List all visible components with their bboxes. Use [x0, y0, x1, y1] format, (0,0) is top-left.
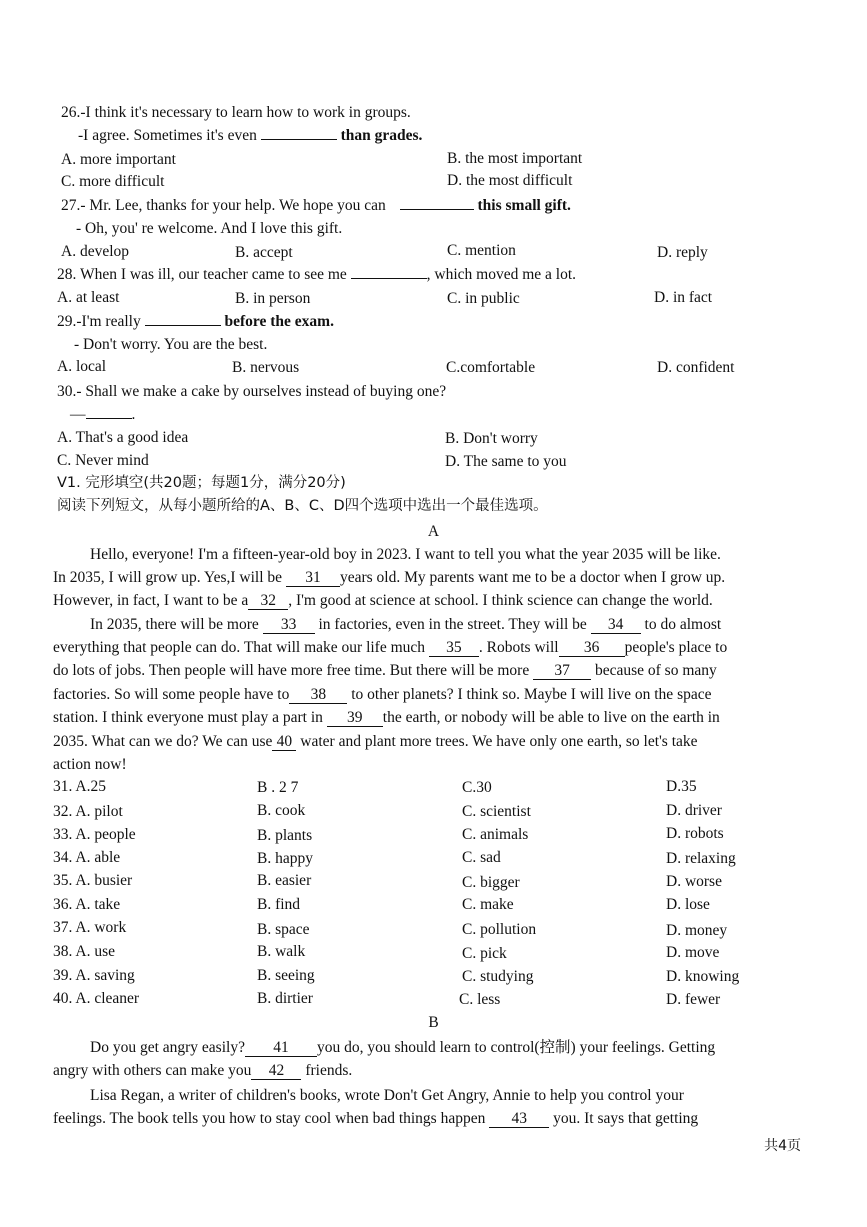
blank-38[interactable]: 38: [289, 687, 347, 704]
q26-option-c[interactable]: C. more difficult: [61, 173, 165, 190]
q26-option-b[interactable]: B. the most important: [447, 150, 583, 167]
option-c[interactable]: C. less: [459, 991, 501, 1008]
blank-43[interactable]: 43: [489, 1111, 549, 1128]
blank-33[interactable]: 33: [263, 617, 315, 634]
q28-stem: 28. When I was ill, our teacher came to see me , which moved me a lot.: [57, 266, 577, 283]
section-title: V1. 完形填空(共20题；每题1分，满分20分): [57, 475, 346, 491]
q29-stem: 29.-I'm really before the exam.: [57, 313, 334, 330]
answer-blank[interactable]: [400, 209, 474, 210]
q30-option-a[interactable]: A. That's a good idea: [57, 429, 189, 446]
option-b[interactable]: B. walk: [257, 943, 306, 960]
passage-a-line: Hello, everyone! I'm a fifteen-year-old boy in 2023. I want to tell you what the year 2035 will be like.: [90, 546, 721, 563]
option-c[interactable]: C. make: [462, 896, 514, 913]
passage-a-line: station. I think everyone must play a part in 39 the earth, or nobody will be able to live on the earth in: [53, 709, 720, 726]
passage-a-line: everything that people can do. That will make our life much 35 . Robots will 36 people's place to: [53, 639, 728, 656]
option-d[interactable]: D. worse: [666, 873, 722, 890]
q26-reply: -I agree. Sometimes it's even than grades.: [78, 127, 423, 144]
blank-41[interactable]: 41: [245, 1040, 317, 1057]
q26-stem: 26.-I think it's necessary to learn how to work in groups.: [61, 104, 411, 121]
q27-option-a[interactable]: A. develop: [61, 243, 130, 260]
q29-option-d[interactable]: D. confident: [657, 359, 735, 376]
blank-35[interactable]: 35: [429, 640, 479, 657]
option-c[interactable]: C. scientist: [462, 803, 531, 820]
q26-option-a[interactable]: A. more important: [61, 151, 176, 168]
page-count: 共4页: [764, 1138, 801, 1154]
passage-b-line: Do you get angry easily? 41 you do, you should learn to control(控制) your feelings. Getting: [90, 1039, 716, 1056]
blank-36[interactable]: 36: [559, 640, 625, 657]
q29-option-c[interactable]: C.comfortable: [446, 359, 536, 376]
option-d[interactable]: D. fewer: [666, 991, 721, 1008]
q30-option-b[interactable]: B. Don't worry: [445, 430, 538, 447]
option-c[interactable]: C. sad: [462, 849, 501, 866]
passage-b-line: angry with others can make you 42 friends.: [53, 1062, 353, 1079]
option-c[interactable]: C.30: [462, 779, 492, 796]
answer-blank[interactable]: [351, 278, 427, 279]
option-c[interactable]: C. studying: [462, 968, 534, 985]
option-b[interactable]: B. easier: [257, 872, 312, 889]
option-d[interactable]: D. lose: [666, 896, 710, 913]
q27-reply: - Oh, you' re welcome. And I love this gift.: [76, 220, 343, 237]
option-b[interactable]: B. seeing: [257, 967, 315, 984]
passage-b-line: Lisa Regan, a writer of children's books, wrote Don't Get Angry, Annie to help you control your: [90, 1087, 684, 1104]
option-c[interactable]: C. bigger: [462, 874, 520, 891]
option-d[interactable]: D. money: [666, 922, 728, 939]
option-a[interactable]: 36. A. take: [53, 896, 121, 913]
passage-a-line: In 2035, I will grow up. Yes,I will be 31 years old. My parents want me to be a doctor when I grow up.: [53, 569, 726, 586]
answer-blank[interactable]: [145, 325, 221, 326]
passage-a-label: A: [427, 523, 440, 540]
q30-stem: 30.- Shall we make a cake by ourselves instead of buying one?: [57, 383, 447, 400]
blank-34[interactable]: 34: [591, 617, 641, 634]
passage-a-line: In 2035, there will be more 33 in factories, even in the street. They will be 34 to do almost: [90, 616, 722, 633]
q26-option-d[interactable]: D. the most difficult: [447, 172, 573, 189]
option-b[interactable]: B. find: [257, 896, 301, 913]
blank-32[interactable]: 32: [248, 593, 288, 610]
blank-40[interactable]: 40: [272, 734, 296, 751]
option-d[interactable]: D. move: [666, 944, 720, 961]
option-c[interactable]: C. pick: [462, 945, 507, 962]
passage-b-label: B: [428, 1014, 439, 1031]
option-a[interactable]: 31. A.25: [53, 778, 106, 795]
option-b[interactable]: B . 2 7: [257, 779, 299, 796]
option-a[interactable]: 37. A. work: [53, 919, 127, 936]
option-b[interactable]: B. happy: [257, 850, 313, 867]
q28-option-b[interactable]: B. in person: [235, 290, 311, 307]
option-c[interactable]: C. pollution: [462, 921, 537, 938]
option-a[interactable]: 34. A. able: [53, 849, 121, 866]
blank-39[interactable]: 39: [327, 710, 383, 727]
passage-a-line: 2035. What can we do? We can use 40 water and plant more trees. We have only one earth, so let's take: [53, 733, 698, 750]
option-c[interactable]: C. animals: [462, 826, 529, 843]
blank-42[interactable]: 42: [251, 1063, 301, 1080]
q27-option-c[interactable]: C. mention: [447, 242, 516, 259]
option-a[interactable]: 39. A. saving: [53, 967, 135, 984]
option-d[interactable]: D. driver: [666, 802, 722, 819]
option-d[interactable]: D.35: [666, 778, 697, 795]
q30-option-d[interactable]: D. The same to you: [445, 453, 567, 470]
option-d[interactable]: D. knowing: [666, 968, 740, 985]
answer-blank[interactable]: [261, 139, 337, 140]
q29-reply: - Don't worry. You are the best.: [74, 336, 268, 353]
passage-a-line: do lots of jobs. Then people will have more free time. But there will be more 37 because of so many: [53, 662, 717, 679]
option-b[interactable]: B. cook: [257, 802, 306, 819]
section-instruction: 阅读下列短文，从每小题所给的A、B、C、D四个选项中选出一个最佳选项。: [57, 498, 548, 514]
q28-option-a[interactable]: A. at least: [57, 289, 120, 306]
option-a[interactable]: 38. A. use: [53, 943, 115, 960]
blank-37[interactable]: 37: [533, 663, 591, 680]
q27-stem: 27.- Mr. Lee, thanks for your help. We hope you can this small gift.: [61, 197, 571, 214]
option-a[interactable]: 35. A. busier: [53, 872, 133, 889]
passage-a-line: factories. So will some people have to 38 to other planets? I think so. Maybe I will live on the space: [53, 686, 712, 703]
q27-option-d[interactable]: D. reply: [657, 244, 708, 261]
passage-b-line: feelings. The book tells you how to stay cool when bad things happen 43 you. It says that getting: [53, 1110, 699, 1127]
blank-31[interactable]: 31: [286, 570, 340, 587]
q29-option-a[interactable]: A. local: [57, 358, 107, 375]
q28-option-d[interactable]: D. in fact: [654, 289, 713, 306]
option-a[interactable]: 32. A. pilot: [53, 803, 123, 820]
option-b[interactable]: B. plants: [257, 827, 313, 844]
option-b[interactable]: B. dirtier: [257, 990, 313, 1007]
passage-a-line: However, in fact, I want to be a 32 , I'm good at science at school. I think science can change the world.: [53, 592, 713, 609]
q30-option-c[interactable]: C. Never mind: [57, 452, 149, 469]
option-d[interactable]: D. robots: [666, 825, 724, 842]
q29-option-b[interactable]: B. nervous: [232, 359, 300, 376]
answer-blank[interactable]: [86, 418, 132, 419]
option-d[interactable]: D. relaxing: [666, 850, 736, 867]
option-b[interactable]: B. space: [257, 921, 310, 938]
option-a[interactable]: 40. A. cleaner: [53, 990, 140, 1007]
q27-option-b[interactable]: B. accept: [235, 244, 293, 261]
passage-a-line: action now!: [53, 756, 127, 773]
q28-option-c[interactable]: C. in public: [447, 290, 520, 307]
option-a[interactable]: 33. A. people: [53, 826, 136, 843]
q30-reply: — .: [70, 406, 136, 423]
